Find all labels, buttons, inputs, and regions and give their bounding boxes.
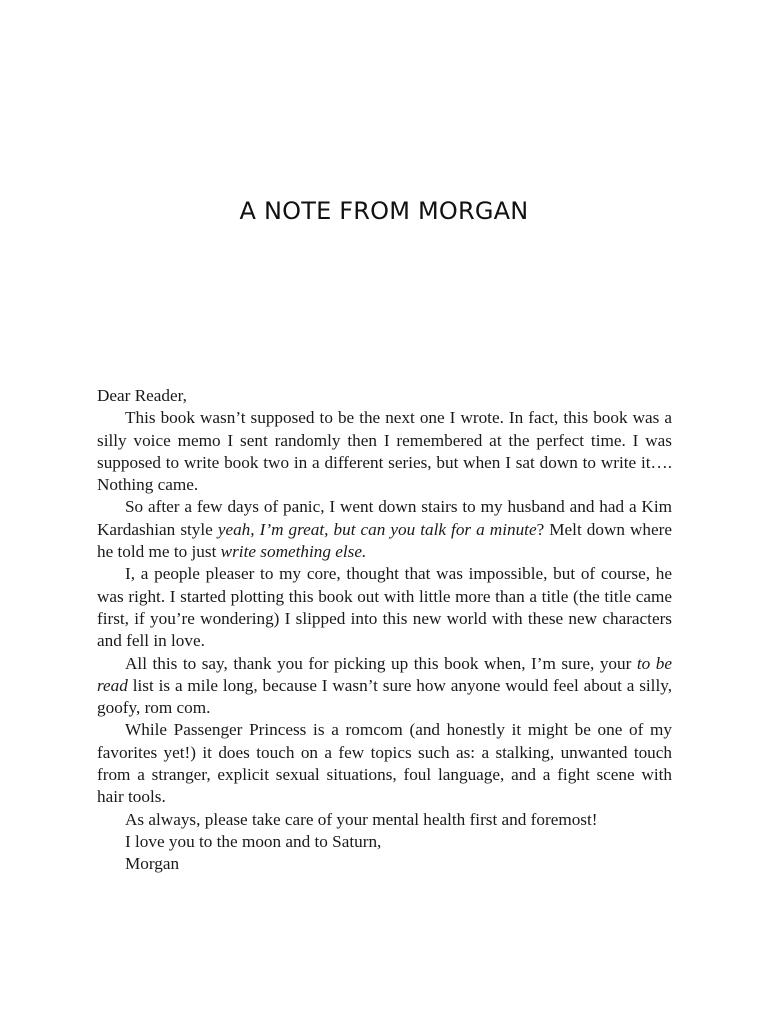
letter-paragraph	[97, 563, 672, 652]
letter-paragraph	[97, 496, 672, 563]
body-text: ? Melt down where he told me to just	[97, 519, 672, 562]
body-text: Morgan	[125, 854, 180, 874]
italic-text: to be read	[97, 653, 672, 695]
body-text: While Passenger Princess is a romcom (and honestly it might be one of my favorites yet!) it does touch on a few topics such as: a stalking, unwanted touch from a stranger, explicit sexual situations, foul language, and a fight scene with hair tools.	[97, 720, 672, 807]
body-text: This book wasn’t supposed to be the next one I wrote. In fact, this book was a silly voice memo I sent randomly then I remembered at the perfect time. I was supposed to write book two in a different series, but when I sat down to write it…. Nothing came.	[97, 408, 672, 495]
italic-text: write something else.	[220, 542, 367, 562]
letter-paragraph	[97, 719, 672, 808]
letter-paragraph	[97, 407, 672, 496]
body-text: list is a mile long, because I wasn’t sure how anyone would feel about a silly, goofy, rom com.	[97, 675, 672, 718]
letter-paragraph	[97, 853, 672, 875]
body-text: I, a people pleaser to my core, thought that was impossible, but of course, he was right. I started plotting this book out with little more than a title (the title came first, if you’re wondering) I slipped into this new world with these new characters and fell in love.	[97, 564, 672, 651]
body-text: I love you to the moon and to Saturn,	[125, 831, 382, 851]
letter-paragraph	[97, 831, 672, 853]
letter-paragraph	[97, 653, 672, 720]
page-title: A NOTE FROM MORGAN	[239, 197, 529, 225]
body-text: So after a few days of panic, I went down stairs to my husband and had a Kim Kardashian style	[97, 497, 672, 539]
author-letter	[97, 385, 672, 876]
italic-text: yeah, I’m great, but can you talk for a minute	[217, 519, 537, 539]
body-text: All this to say, thank you for picking up this book when, I’m sure, your	[125, 653, 637, 673]
body-text: As always, please take care of your mental health first and foremost!	[125, 809, 598, 829]
salutation: Dear Reader,	[97, 386, 187, 405]
letter-body	[97, 407, 672, 875]
letter-paragraph	[97, 809, 672, 831]
